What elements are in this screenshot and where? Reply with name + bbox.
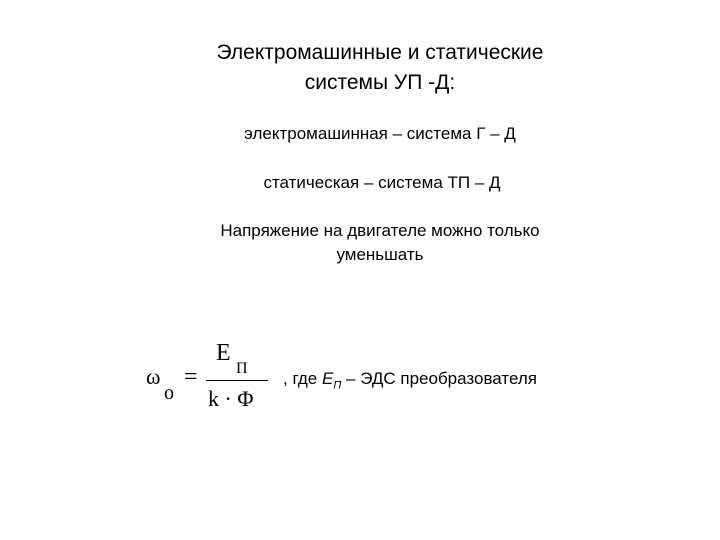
formula-equals: = — [184, 364, 198, 390]
electromachine-system-line: электромашинная – система Г – Д — [244, 124, 516, 143]
formula-explanation — [283, 368, 537, 396]
formula-numerator: E — [216, 340, 231, 366]
formula-explanation-description: – ЭДС преобразователя — [341, 369, 537, 388]
voltage-note-line-2: уменьшать — [336, 245, 424, 264]
formula-numerator-subscript: П — [236, 360, 248, 377]
slide-title — [0, 38, 720, 98]
voltage-note-line-1: Напряжение на двигателе можно только — [220, 221, 540, 240]
static-system-line: статическая – система ТП – Д — [263, 173, 501, 192]
formula-denominator: k · Φ — [208, 386, 254, 411]
speed-formula — [140, 338, 280, 418]
formula-omega-subscript: о — [164, 382, 174, 404]
title-line-2: системы УП -Д: — [304, 71, 456, 94]
formula-fraction-bar — [206, 380, 268, 381]
formula-omega: ω — [146, 364, 161, 389]
formula-explanation-prefix: , где — [283, 369, 322, 388]
title-line-1: Электромашинные и статические — [216, 41, 544, 64]
formula-explanation-variable: $E_П$ — [321, 369, 342, 392]
